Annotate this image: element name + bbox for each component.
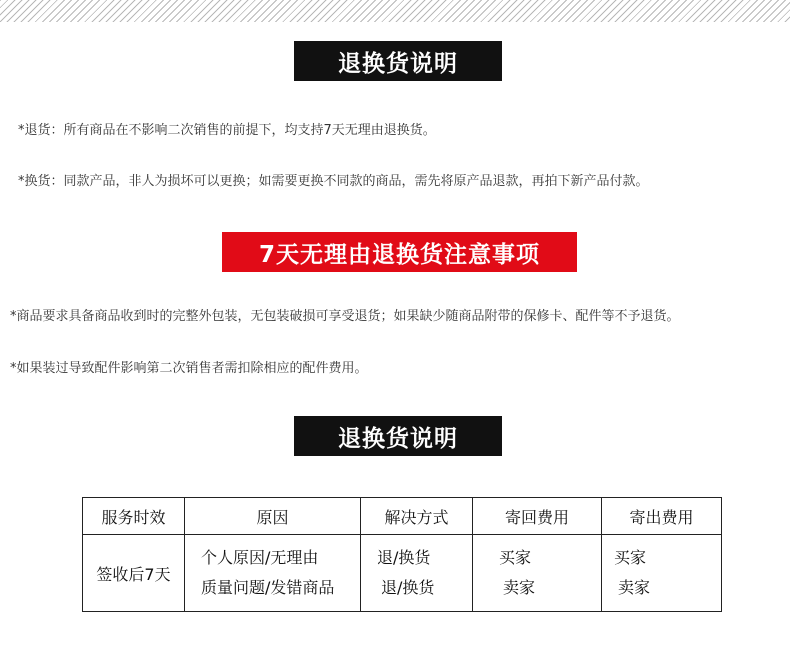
return-fee-personal: 买家 [499, 548, 532, 567]
send-fee-quality: 卖家 [618, 578, 651, 597]
exchange-note: *换货：同款产品，非人为损坏可以更换；如需要更换不同款的商品，需先将原产品退款，再拍下新产品付款。 [18, 174, 649, 189]
send-fee-personal: 买家 [614, 548, 647, 567]
service-period-cell: 签收后7天 [83, 535, 185, 612]
return-policy-banner-2: 退换货说明 [294, 416, 502, 456]
header-reason: 原因 [185, 498, 361, 535]
method-cell [361, 535, 473, 612]
hatched-top-border [0, 0, 790, 22]
header-solution: 解决方式 [361, 498, 473, 535]
service-table [82, 497, 722, 612]
table-row [83, 535, 722, 612]
accessories-note: *如果装过导致配件影响第二次销售者需扣除相应的配件费用。 [10, 361, 368, 376]
header-send-fee: 寄出费用 [602, 498, 722, 535]
return-fee-cell [473, 535, 602, 612]
header-return-fee: 寄回费用 [473, 498, 602, 535]
header-service-period: 服务时效 [83, 498, 185, 535]
method-quality: 退/换货 [381, 578, 435, 597]
method-personal: 退/换货 [377, 548, 431, 567]
table-header-row [83, 498, 722, 535]
reason-quality: 质量问题/发错商品 [201, 578, 335, 597]
reason-cell [185, 535, 361, 612]
notice-banner: 7天无理由退换货注意事项 [222, 232, 577, 272]
return-note: *退货：所有商品在不影响二次销售的前提下，均支持7天无理由退换货。 [18, 123, 436, 138]
send-fee-cell [602, 535, 722, 612]
packaging-note: *商品要求具备商品收到时的完整外包装，无包装破损可享受退货；如果缺少随商品附带的保修卡、配件等不予退货。 [10, 309, 680, 324]
reason-personal: 个人原因/无理由 [201, 548, 319, 567]
return-policy-banner: 退换货说明 [294, 41, 502, 81]
return-fee-quality: 卖家 [503, 578, 536, 597]
